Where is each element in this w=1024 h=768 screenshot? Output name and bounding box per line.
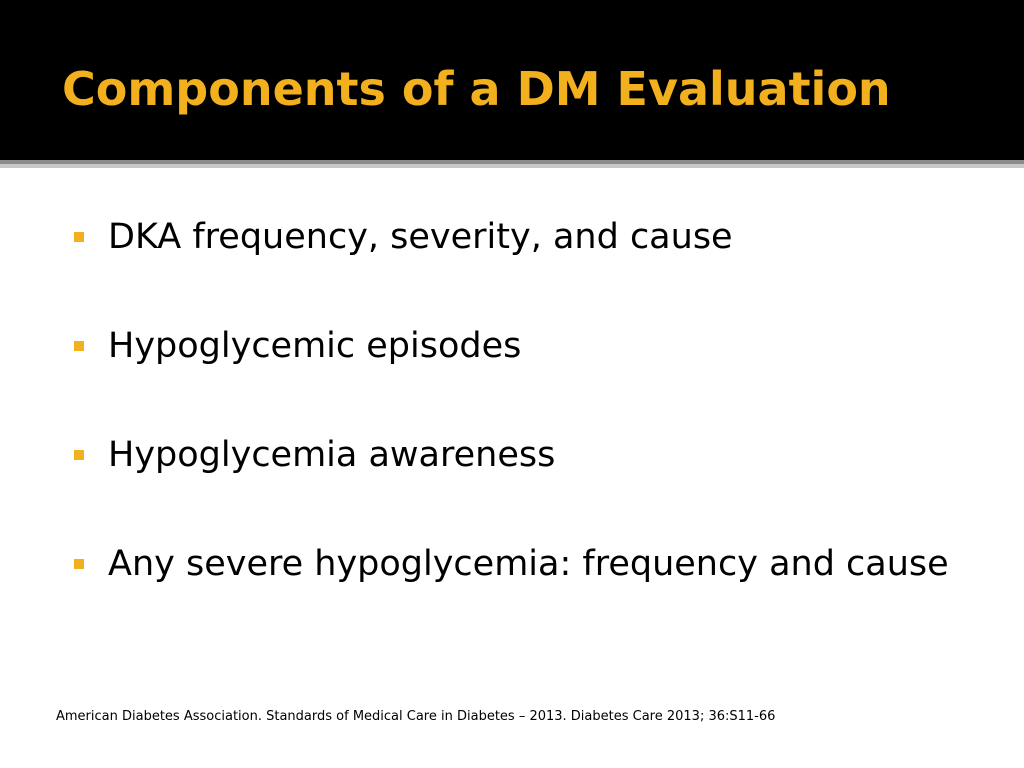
- slide-title: Components of a DM Evaluation: [62, 62, 891, 116]
- bullet-text: Hypoglycemia awareness: [108, 435, 556, 475]
- title-bar: [0, 0, 1024, 160]
- bullet-text: Hypoglycemic episodes: [108, 326, 522, 366]
- title-divider-shadow: [0, 164, 1024, 168]
- bullet-item: [74, 319, 954, 373]
- bullet-item: [74, 428, 954, 482]
- square-bullet-icon: [74, 341, 84, 351]
- square-bullet-icon: [74, 232, 84, 242]
- square-bullet-icon: [74, 559, 84, 569]
- square-bullet-icon: [74, 450, 84, 460]
- bullet-item: [74, 537, 954, 591]
- bullet-item: [74, 210, 954, 264]
- bullet-list: [74, 210, 954, 646]
- citation: American Diabetes Association. Standards of Medical Care in Diabetes – 2013. Diabetes Care 2013; 36:S11-66: [56, 709, 776, 724]
- bullet-text: Any severe hypoglycemia: frequency and cause: [108, 544, 949, 584]
- bullet-text: DKA frequency, severity, and cause: [108, 217, 733, 257]
